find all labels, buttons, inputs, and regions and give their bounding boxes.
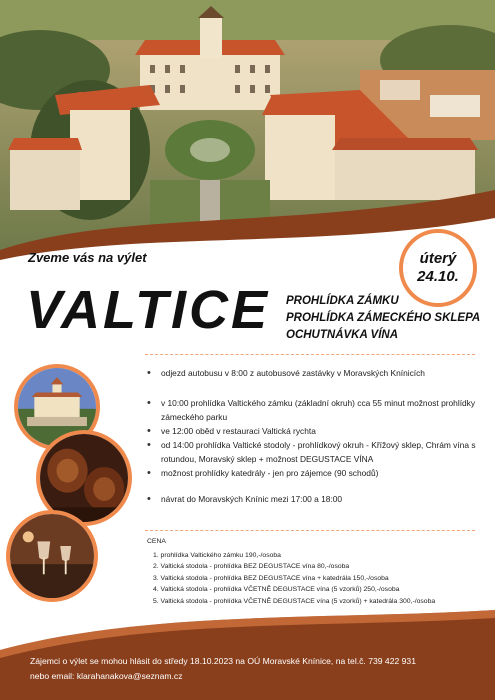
price-item: 2. Valtická stodola - prohlídka BEZ DEGUSTACE vína 80,-/osoba [153,563,350,571]
price-list [147,536,482,608]
price-item: 5. Valtická stodola - prohlídka VČETNĚ DEGUSTACE vína (5 vzorků) + katedrála 300,-/osoba [153,597,436,605]
list-item: • v 10:00 prohlídka Valtického zámku (základní okruh) cca 55 minut možnost prohlídky zámeckého parku [147,396,482,424]
divider [145,530,475,531]
photo-column [0,360,140,620]
price-item: 4. Valtická stodola - prohlídka VČETNĚ DEGUSTACE vína (5 vzorků) 250,-/osoba [153,586,400,594]
invite-text: Zveme vás na výlet [28,250,147,265]
footer-contact [30,654,480,684]
program-list [286,293,480,344]
program-item: PROHLÍDKA ZÁMKU [286,295,399,307]
list-item: • ve 12:00 oběd v restauraci Valtická rychta [147,424,482,438]
list-item: • od 14:00 prohlídka Valtické stodoly - prohlídkový okruh - Křížový sklep, Chrám vína s rotundou, Moravský sklep + možnost DEGUSTACE VÍNA [147,438,482,466]
list-item: • návrat do Moravských Knínic mezi 17:00 a 18:00 [147,492,482,506]
list-item: • odjezd autobusu v 8:00 z autobusové zastávky v Moravských Knínicích [147,366,482,380]
date-value: 24.10. [417,268,459,285]
price-title: CENA [147,538,166,545]
divider [145,354,475,355]
list-item: • možnost prohlídky katedrály - jen pro zájemce (90 schodů) [147,466,482,480]
footer-line: Zájemci o výlet se mohou hlásit do středy 18.10.2023 na OÚ Moravské Knínice, na tel.č. 739 422 931 [30,656,416,666]
itinerary-list [147,366,482,506]
price-item: 1. prohlídka Valtického zámku 190,-/osoba [153,551,281,559]
program-item: PROHLÍDKA ZÁMECKÉHO SKLEPA [286,312,481,324]
price-item: 3. Valtická stodola - prohlídka BEZ DEGUSTACE vína + katedrála 150,-/osoba [153,574,389,582]
page-title: VALTICE [26,280,270,340]
wine-tasting-photo [6,510,98,602]
date-day: úterý [419,250,457,267]
program-item: OCHUTNÁVKA VÍNA [286,329,399,341]
footer-email[interactable]: nebo email: klarahanakova@seznam.cz [30,671,183,681]
